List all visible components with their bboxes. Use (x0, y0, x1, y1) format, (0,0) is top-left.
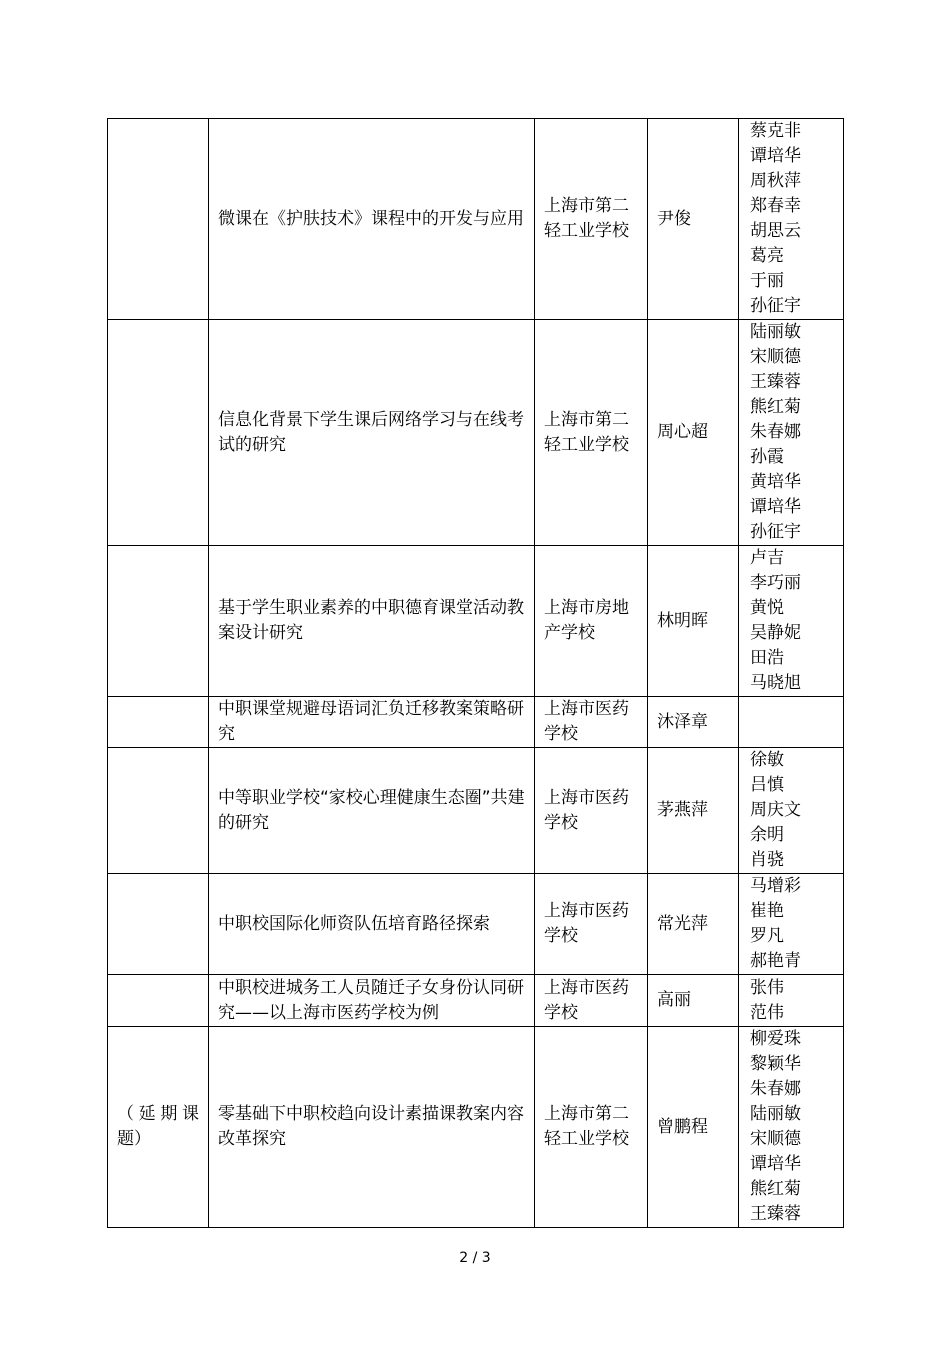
school-name: 上海市医药学校 (535, 697, 648, 748)
members-cell (739, 546, 844, 697)
member-name: 孙征宇 (750, 296, 801, 316)
topic-title: 微课在《护肤技术》课程中的开发与应用 (209, 119, 535, 320)
member-name: 马增彩 (750, 876, 801, 896)
member-name: 郑春幸 (750, 196, 801, 216)
member-name: 熊红菊 (750, 1179, 801, 1199)
topic-title: 中职校国际化师资队伍培育路径探索 (209, 874, 535, 975)
member-name: 张伟 (750, 977, 784, 998)
member-name: 罗凡 (750, 926, 784, 946)
member-name: 柳爱珠 (750, 1029, 801, 1049)
school-name: 上海市医药学校 (535, 748, 648, 874)
member-name: 陆丽敏 (750, 1104, 801, 1124)
member-name: 熊红菊 (750, 397, 801, 417)
member-name: 吴静妮 (750, 623, 801, 643)
note-cell (108, 697, 209, 748)
note-cell (108, 1027, 209, 1228)
member-name: 范伟 (750, 1002, 784, 1023)
members-cell (739, 748, 844, 874)
member-name: 吕慎 (750, 775, 784, 795)
member-name: 黄培华 (750, 472, 801, 492)
member-name: 宋顺德 (750, 347, 801, 367)
members-cell (739, 975, 844, 1027)
research-topic-table (107, 118, 844, 1228)
member-name: 崔艳 (750, 901, 784, 921)
table-row (108, 697, 844, 748)
member-name: 于丽 (750, 271, 784, 291)
member-name: 朱春娜 (750, 422, 801, 442)
members-cell (739, 1027, 844, 1228)
member-name: 蔡克非 (750, 121, 801, 141)
member-name: 肖骁 (750, 850, 784, 870)
school-name: 上海市第二轻工业学校 (535, 1027, 648, 1228)
member-name: 谭培华 (750, 146, 801, 166)
project-leader: 周心超 (648, 320, 739, 546)
table-body (108, 119, 844, 1228)
table-row (108, 748, 844, 874)
member-name: 王臻蓉 (750, 1204, 801, 1224)
member-name: 孙征宇 (750, 522, 801, 542)
note-cell (108, 119, 209, 320)
topic-note: （延期课题） (117, 1104, 199, 1149)
member-name: 田浩 (750, 648, 784, 668)
note-cell (108, 975, 209, 1027)
member-name: 葛亮 (750, 246, 784, 266)
topic-title: 中职校进城务工人员随迁子女身份认同研究——以上海市医药学校为例 (209, 975, 535, 1027)
member-name: 周秋萍 (750, 171, 801, 191)
member-name: 宋顺德 (750, 1129, 801, 1149)
school-name: 上海市第二轻工业学校 (535, 119, 648, 320)
topic-title: 信息化背景下学生课后网络学习与在线考试的研究 (209, 320, 535, 546)
school-name: 上海市医药学校 (535, 975, 648, 1027)
note-cell (108, 320, 209, 546)
member-name: 徐敏 (750, 750, 784, 770)
member-name: 胡思云 (750, 221, 801, 241)
school-name: 上海市第二轻工业学校 (535, 320, 648, 546)
member-name: 谭培华 (750, 1154, 801, 1174)
table-row (108, 975, 844, 1027)
member-name: 黄悦 (750, 598, 784, 618)
table-row (108, 320, 844, 546)
project-leader: 茅燕萍 (648, 748, 739, 874)
member-name: 陆丽敏 (750, 322, 801, 342)
members-cell (739, 697, 844, 748)
page-number: 2 / 3 (459, 1250, 491, 1266)
members-cell (739, 119, 844, 320)
table-row (108, 1027, 844, 1228)
project-leader: 尹俊 (648, 119, 739, 320)
topic-title: 中职课堂规避母语词汇负迁移教案策略研究 (209, 697, 535, 748)
topic-title: 基于学生职业素养的中职德育课堂活动教案设计研究 (209, 546, 535, 697)
topic-title: 中等职业学校“家校心理健康生态圈”共建的研究 (209, 748, 535, 874)
member-name: 卢吉 (750, 548, 784, 568)
project-leader: 常光萍 (648, 874, 739, 975)
project-leader: 林明晖 (648, 546, 739, 697)
member-name: 王臻蓉 (750, 372, 801, 392)
note-cell (108, 874, 209, 975)
member-name: 谭培华 (750, 497, 801, 517)
members-cell (739, 874, 844, 975)
member-name: 郝艳青 (750, 951, 801, 971)
member-name: 周庆文 (750, 800, 801, 820)
table-row (108, 119, 844, 320)
member-name: 马晓旭 (750, 673, 801, 693)
table-row (108, 546, 844, 697)
member-name: 黎颖华 (750, 1054, 801, 1074)
project-leader: 高丽 (648, 975, 739, 1027)
member-name: 余明 (750, 825, 784, 845)
project-leader: 曾鹏程 (648, 1027, 739, 1228)
table-row (108, 874, 844, 975)
members-cell (739, 320, 844, 546)
project-leader: 沐泽章 (648, 697, 739, 748)
member-name: 李巧丽 (750, 573, 801, 593)
member-name: 朱春娜 (750, 1079, 801, 1099)
note-cell (108, 748, 209, 874)
school-name: 上海市房地产学校 (535, 546, 648, 697)
note-cell (108, 546, 209, 697)
topic-title: 零基础下中职校趋向设计素描课教案内容改革探究 (209, 1027, 535, 1228)
school-name: 上海市医药学校 (535, 874, 648, 975)
member-name: 孙霞 (750, 447, 784, 467)
